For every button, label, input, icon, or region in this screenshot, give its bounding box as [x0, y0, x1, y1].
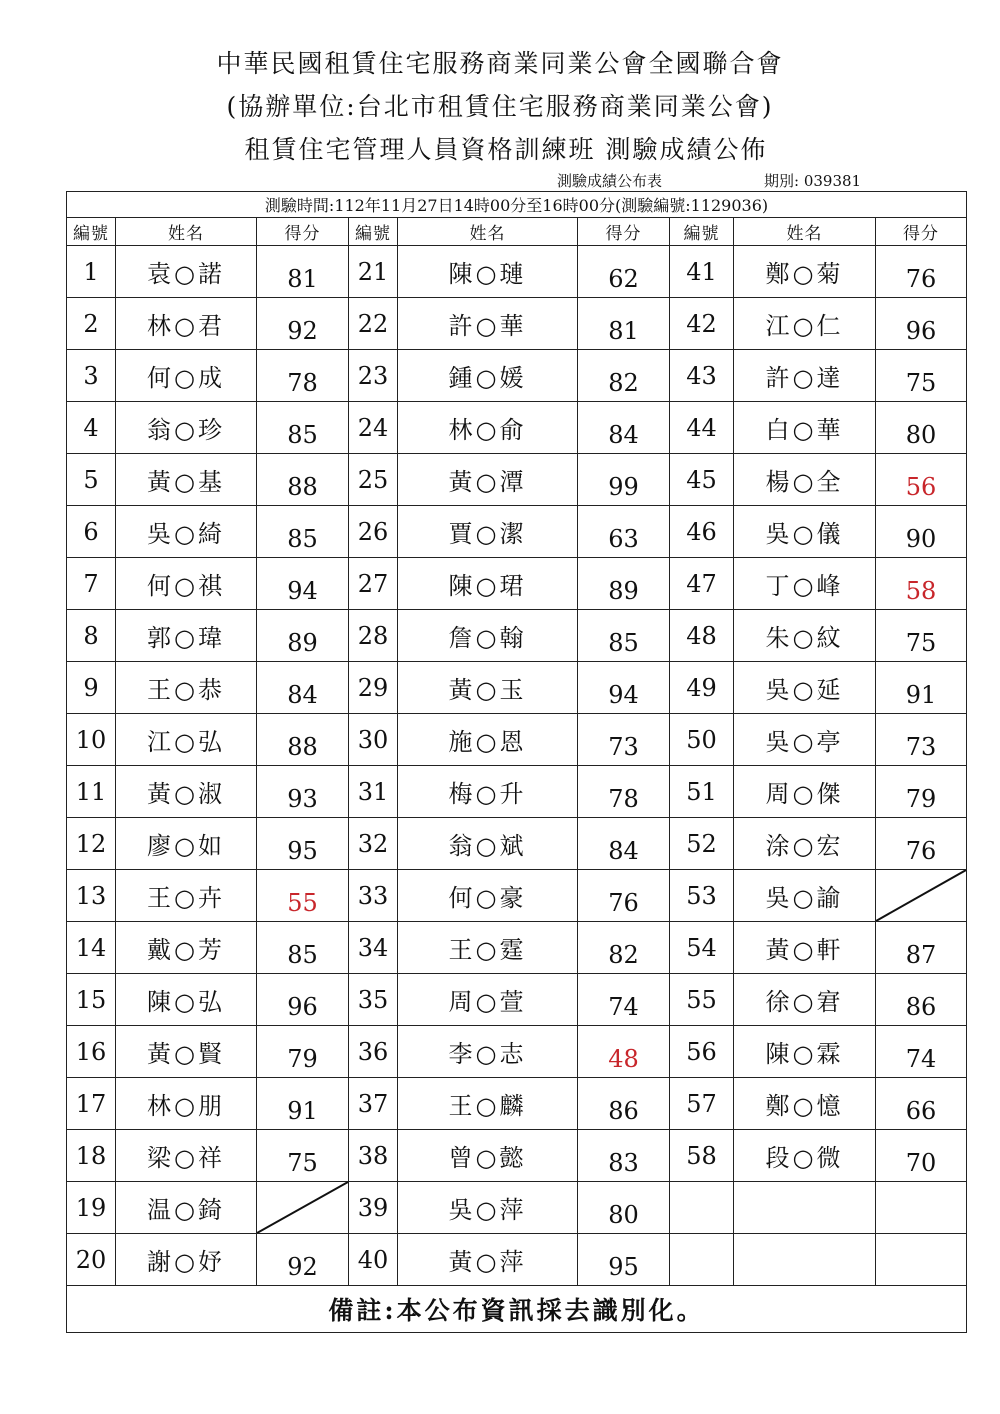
column-header-name: 姓名	[398, 218, 578, 246]
entry-score	[578, 1078, 670, 1130]
entry-score	[578, 974, 670, 1026]
entry-number: 15	[67, 974, 116, 1026]
entry-score	[876, 454, 967, 506]
entry-name: 朱○紋	[734, 610, 876, 662]
entry-number: 42	[670, 298, 734, 350]
entry-number: 47	[670, 558, 734, 610]
score-value: 95	[608, 1252, 639, 1281]
entry-name: 陳○璉	[398, 246, 578, 298]
entry-number: 20	[67, 1234, 116, 1286]
entry-score	[257, 506, 349, 558]
entry-score	[257, 714, 349, 766]
entry-score	[876, 350, 967, 402]
entry-name: 梁○祥	[116, 1130, 257, 1182]
entry-number: 30	[349, 714, 398, 766]
column-header-name: 姓名	[116, 218, 257, 246]
entry-name: 王○恭	[116, 662, 257, 714]
table-row	[67, 974, 967, 1026]
entry-number: 33	[349, 870, 398, 922]
entry-score	[876, 298, 967, 350]
entry-name: 鍾○媛	[398, 350, 578, 402]
entry-score	[578, 558, 670, 610]
entry-number: 56	[670, 1026, 734, 1078]
score-value: 48	[608, 1044, 639, 1073]
entry-score	[876, 506, 967, 558]
entry-number: 7	[67, 558, 116, 610]
column-header-score: 得分	[876, 218, 967, 246]
title-line-1: 中華民國租賃住宅服務商業同業公會全國聯合會	[216, 49, 784, 78]
entry-score	[876, 1182, 967, 1234]
score-value: 73	[905, 732, 937, 761]
entry-name: 詹○翰	[398, 610, 578, 662]
entry-score	[578, 350, 670, 402]
score-value: 76	[905, 836, 937, 865]
entry-name: 袁○諾	[116, 246, 257, 298]
table-row	[67, 1182, 967, 1234]
entry-score	[257, 610, 349, 662]
column-header-name: 姓名	[734, 218, 876, 246]
entry-number: 50	[670, 714, 734, 766]
score-value: 85	[608, 628, 639, 657]
entry-name: 林○朋	[116, 1078, 257, 1130]
entry-number: 26	[349, 506, 398, 558]
entry-name: 周○傑	[734, 766, 876, 818]
score-value: 96	[287, 992, 318, 1021]
entry-name	[734, 1182, 876, 1234]
entry-number: 23	[349, 350, 398, 402]
score-value: 87	[905, 940, 937, 969]
score-value: 70	[905, 1148, 937, 1177]
table-row	[67, 818, 967, 870]
column-header-num: 編號	[67, 218, 116, 246]
entry-score	[257, 818, 349, 870]
entry-number: 11	[67, 766, 116, 818]
entry-name: 温○錡	[116, 1182, 257, 1234]
entry-score	[257, 766, 349, 818]
score-value: 76	[608, 888, 639, 917]
entry-name: 王○麟	[398, 1078, 578, 1130]
entry-name: 鄭○憶	[734, 1078, 876, 1130]
entry-name: 江○仁	[734, 298, 876, 350]
table-row	[67, 246, 967, 298]
entry-number: 52	[670, 818, 734, 870]
entry-number: 18	[67, 1130, 116, 1182]
score-value: 84	[287, 680, 318, 709]
table-row	[67, 714, 967, 766]
entry-score	[257, 974, 349, 1026]
entry-score	[578, 506, 670, 558]
entry-number: 45	[670, 454, 734, 506]
entry-name: 黃○萍	[398, 1234, 578, 1286]
entry-name: 賈○潔	[398, 506, 578, 558]
score-value: 80	[608, 1200, 639, 1229]
score-value: 83	[608, 1148, 639, 1177]
score-value: 75	[905, 368, 937, 397]
entry-score	[578, 766, 670, 818]
entry-score	[257, 350, 349, 402]
entry-number: 48	[670, 610, 734, 662]
entry-number: 5	[67, 454, 116, 506]
score-value: 89	[608, 576, 639, 605]
score-value: 91	[905, 680, 937, 709]
entry-name: 李○志	[398, 1026, 578, 1078]
entry-number: 17	[67, 1078, 116, 1130]
period-label: 期別: 039381	[764, 172, 862, 190]
entry-number: 14	[67, 922, 116, 974]
score-value: 93	[287, 784, 318, 813]
score-value: 62	[608, 264, 639, 293]
entry-score	[876, 558, 967, 610]
entry-number: 39	[349, 1182, 398, 1234]
absent-score-slash	[876, 870, 967, 922]
header-row	[67, 218, 967, 246]
score-value: 84	[608, 420, 639, 449]
score-value: 81	[287, 264, 318, 293]
entry-number: 6	[67, 506, 116, 558]
score-value: 76	[905, 264, 937, 293]
score-value: 88	[287, 732, 318, 761]
entry-score	[876, 922, 967, 974]
entry-number: 4	[67, 402, 116, 454]
entry-score	[257, 298, 349, 350]
score-value: 86	[905, 992, 937, 1021]
entry-name: 翁○斌	[398, 818, 578, 870]
entry-score	[578, 1026, 670, 1078]
entry-name: 吳○延	[734, 662, 876, 714]
table-row	[67, 1078, 967, 1130]
entry-score	[257, 1130, 349, 1182]
entry-score	[876, 818, 967, 870]
entry-score	[876, 714, 967, 766]
entry-name: 許○華	[398, 298, 578, 350]
entry-number: 8	[67, 610, 116, 662]
entry-number: 21	[349, 246, 398, 298]
entry-score	[257, 402, 349, 454]
table-row	[67, 610, 967, 662]
entry-name: 林○君	[116, 298, 257, 350]
entry-name: 戴○芳	[116, 922, 257, 974]
entry-number: 37	[349, 1078, 398, 1130]
entry-name: 廖○如	[116, 818, 257, 870]
score-value: 91	[287, 1096, 318, 1125]
entry-name: 黃○潭	[398, 454, 578, 506]
entry-score	[578, 870, 670, 922]
entry-score	[257, 662, 349, 714]
score-value: 66	[905, 1096, 937, 1125]
entry-score	[876, 1026, 967, 1078]
table-row	[67, 922, 967, 974]
entry-number: 22	[349, 298, 398, 350]
score-value: 75	[905, 628, 937, 657]
score-value: 92	[287, 1252, 318, 1281]
entry-name: 丁○峰	[734, 558, 876, 610]
score-value: 82	[608, 368, 639, 397]
doc-label: 測驗成績公布表	[557, 172, 663, 190]
entry-name: 涂○宏	[734, 818, 876, 870]
entry-number: 13	[67, 870, 116, 922]
entry-number: 3	[67, 350, 116, 402]
entry-number: 40	[349, 1234, 398, 1286]
entry-name: 黃○基	[116, 454, 257, 506]
entry-name: 吳○萍	[398, 1182, 578, 1234]
entry-score	[257, 558, 349, 610]
table-row	[67, 1026, 967, 1078]
entry-number: 57	[670, 1078, 734, 1130]
entry-score	[578, 402, 670, 454]
entry-score	[876, 402, 967, 454]
entry-name: 翁○珍	[116, 402, 257, 454]
entry-number: 31	[349, 766, 398, 818]
score-value: 80	[905, 420, 937, 449]
entry-name: 郭○瑋	[116, 610, 257, 662]
entry-name: 陳○弘	[116, 974, 257, 1026]
score-value: 79	[905, 784, 937, 813]
entry-name: 謝○妤	[116, 1234, 257, 1286]
entry-number	[670, 1234, 734, 1286]
entry-score	[578, 922, 670, 974]
entry-name: 黃○賢	[116, 1026, 257, 1078]
entry-score	[876, 974, 967, 1026]
entry-number: 41	[670, 246, 734, 298]
column-header-num: 編號	[349, 218, 398, 246]
column-header-num: 編號	[670, 218, 734, 246]
entry-number: 25	[349, 454, 398, 506]
column-header-score: 得分	[257, 218, 349, 246]
table-row	[67, 1234, 967, 1286]
entry-number: 35	[349, 974, 398, 1026]
entry-score	[257, 922, 349, 974]
entry-score	[876, 1078, 967, 1130]
entry-number: 51	[670, 766, 734, 818]
entry-number: 27	[349, 558, 398, 610]
footnote: 備註:本公布資訊採去識別化。	[67, 1286, 967, 1333]
score-value: 74	[608, 992, 639, 1021]
score-table	[66, 191, 967, 1333]
score-value: 56	[905, 472, 937, 501]
entry-name: 王○霆	[398, 922, 578, 974]
entry-score	[257, 1026, 349, 1078]
entry-score	[257, 870, 349, 922]
title-line-2: (協辦單位:台北市租賃住宅服務商業同業公會)	[226, 92, 774, 121]
table-row	[67, 558, 967, 610]
entry-number: 36	[349, 1026, 398, 1078]
score-value: 85	[287, 940, 318, 969]
entry-score	[578, 662, 670, 714]
entry-number: 46	[670, 506, 734, 558]
score-value: 78	[608, 784, 639, 813]
entry-number	[670, 1182, 734, 1234]
entry-name: 吳○綺	[116, 506, 257, 558]
score-value: 88	[287, 472, 318, 501]
exam-time: 測驗時間:112年11月27日14時00分至16時00分(測驗編號:1129036)	[67, 192, 967, 218]
entry-score	[876, 246, 967, 298]
table-row	[67, 402, 967, 454]
entry-score	[257, 1234, 349, 1286]
entry-score	[257, 1078, 349, 1130]
entry-number: 1	[67, 246, 116, 298]
score-value: 82	[608, 940, 639, 969]
score-value: 81	[608, 316, 639, 345]
entry-number: 54	[670, 922, 734, 974]
slash-mark	[876, 870, 966, 921]
entry-number: 29	[349, 662, 398, 714]
score-value: 99	[608, 472, 639, 501]
score-value: 86	[608, 1096, 639, 1125]
entry-score	[578, 818, 670, 870]
entry-name: 吳○亭	[734, 714, 876, 766]
entry-name: 何○豪	[398, 870, 578, 922]
entry-number: 58	[670, 1130, 734, 1182]
score-value: 58	[905, 576, 937, 605]
entry-name: 林○俞	[398, 402, 578, 454]
entry-number: 12	[67, 818, 116, 870]
entry-name: 曾○懿	[398, 1130, 578, 1182]
entry-number: 49	[670, 662, 734, 714]
entry-number: 53	[670, 870, 734, 922]
slash-mark	[257, 1182, 348, 1233]
entry-name: 江○弘	[116, 714, 257, 766]
table-row	[67, 454, 967, 506]
score-value: 55	[287, 888, 318, 917]
entry-number: 32	[349, 818, 398, 870]
entry-score	[578, 1234, 670, 1286]
entry-name: 白○華	[734, 402, 876, 454]
entry-score	[578, 1182, 670, 1234]
entry-name: 黃○軒	[734, 922, 876, 974]
score-value: 96	[905, 316, 937, 345]
score-value: 73	[608, 732, 639, 761]
entry-name: 吳○儀	[734, 506, 876, 558]
table-row	[67, 298, 967, 350]
entry-score	[578, 714, 670, 766]
entry-score	[876, 1130, 967, 1182]
table-row	[67, 766, 967, 818]
entry-score	[578, 246, 670, 298]
entry-number: 19	[67, 1182, 116, 1234]
score-value: 74	[905, 1044, 937, 1073]
entry-number: 55	[670, 974, 734, 1026]
entry-score	[578, 454, 670, 506]
entry-score	[257, 246, 349, 298]
score-value: 94	[287, 576, 318, 605]
entry-score	[876, 610, 967, 662]
table-row	[67, 662, 967, 714]
entry-score	[876, 766, 967, 818]
entry-name: 許○達	[734, 350, 876, 402]
entry-number: 10	[67, 714, 116, 766]
score-value: 79	[287, 1044, 318, 1073]
title-line-3: 租賃住宅管理人員資格訓練班 測驗成績公佈	[244, 135, 768, 164]
entry-number: 43	[670, 350, 734, 402]
entry-number: 38	[349, 1130, 398, 1182]
entry-name: 何○祺	[116, 558, 257, 610]
table-row	[67, 350, 967, 402]
entry-number: 34	[349, 922, 398, 974]
entry-name: 徐○宭	[734, 974, 876, 1026]
entry-name: 段○微	[734, 1130, 876, 1182]
entry-name: 黃○淑	[116, 766, 257, 818]
entry-score	[578, 298, 670, 350]
score-value: 85	[287, 524, 318, 553]
entry-name	[734, 1234, 876, 1286]
entry-number: 16	[67, 1026, 116, 1078]
entry-score	[578, 1130, 670, 1182]
absent-score-slash	[257, 1182, 349, 1234]
entry-name: 何○成	[116, 350, 257, 402]
table-row	[67, 870, 967, 922]
entry-name: 鄭○菊	[734, 246, 876, 298]
entry-name: 施○恩	[398, 714, 578, 766]
score-value: 92	[287, 316, 318, 345]
entry-name: 黃○玉	[398, 662, 578, 714]
entry-score	[876, 662, 967, 714]
score-value: 63	[608, 524, 639, 553]
score-value: 84	[608, 836, 639, 865]
entry-number: 44	[670, 402, 734, 454]
entry-name: 周○萱	[398, 974, 578, 1026]
score-value: 90	[905, 524, 937, 553]
entry-name: 梅○升	[398, 766, 578, 818]
entry-name: 王○卉	[116, 870, 257, 922]
entry-score	[876, 1234, 967, 1286]
entry-score	[578, 610, 670, 662]
entry-name: 陳○珺	[398, 558, 578, 610]
entry-name: 楊○全	[734, 454, 876, 506]
column-header-score: 得分	[578, 218, 670, 246]
entry-number: 28	[349, 610, 398, 662]
entry-score	[257, 454, 349, 506]
entry-name: 吳○諭	[734, 870, 876, 922]
table-row	[67, 1130, 967, 1182]
table-row	[67, 506, 967, 558]
score-value: 75	[287, 1148, 318, 1177]
entry-number: 2	[67, 298, 116, 350]
entry-number: 24	[349, 402, 398, 454]
score-value: 94	[608, 680, 639, 709]
score-value: 95	[287, 836, 318, 865]
score-value: 85	[287, 420, 318, 449]
entry-name: 陳○霖	[734, 1026, 876, 1078]
entry-number: 9	[67, 662, 116, 714]
score-value: 78	[287, 368, 318, 397]
score-value: 89	[287, 628, 318, 657]
